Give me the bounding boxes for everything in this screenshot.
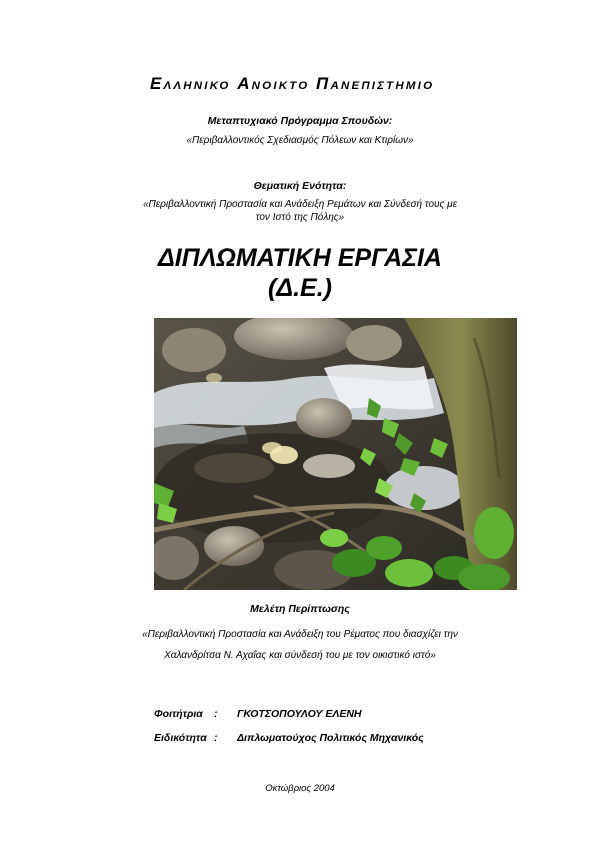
date: Οκτώβριος 2004 (265, 783, 335, 794)
program-label: Μεταπτυχιακό Πρόγραμμα Σπουδών: (207, 115, 393, 127)
stream-photo (154, 318, 517, 590)
univ-word-2-initial: Α (237, 74, 252, 93)
student-name: ΓΚΟΤΣΟΠΟΥΛΟΥ ΕΛΕΝΗ (237, 708, 362, 720)
program-name: «Περιβαλλοντικός Σχεδιασμός Πόλεων και Κτιρίων» (186, 135, 414, 146)
univ-word-1-initial: Ε (150, 74, 164, 93)
module-label: Θεματική Ενότητα: (253, 180, 347, 192)
univ-word-3-initial: Π (316, 74, 331, 93)
student-colon: : (214, 708, 218, 720)
university-name (150, 74, 490, 94)
thesis-abbreviation: (Δ.Ε.) (267, 274, 332, 302)
univ-word-1-rest: ΛΛΗΝΙΚΟ (163, 80, 231, 92)
univ-word-2-rest: ΝΟΙΚΤΟ (251, 80, 310, 92)
specialty-colon: : (214, 732, 218, 744)
thesis-title: ΔΙΠΛΩΜΑΤΙΚΗ ΕΡΓΑΣΙΑ (158, 244, 442, 272)
case-study-label: Μελέτη Περίπτωσης (250, 603, 350, 615)
case-study-line-2: Χαλανδρίτσα Ν. Αχαΐας και σύνδεσή του με τον οικιστικό ιστό» (164, 650, 436, 661)
case-study-line-1: «Περιβαλλοντική Προστασία και Ανάδειξη του Ρέματος που διασχίζει την (142, 629, 458, 640)
module-name-line-2: τον Ιστό της Πόλης» (255, 212, 345, 223)
module-name-line-1: «Περιβαλλοντική Προστασία και Ανάδειξη Ρεμάτων και Σύνδεσή τους με (142, 199, 458, 210)
student-label: Φοιτήτρια (154, 708, 203, 720)
specialty-label: Ειδικότητα (154, 732, 207, 744)
specialty-value: Διπλωματούχος Πολιτικός Μηχανικός (237, 732, 424, 744)
univ-word-3-rest: ΑΝΕΠΙΣΤΗΜΙΟ (330, 80, 435, 92)
